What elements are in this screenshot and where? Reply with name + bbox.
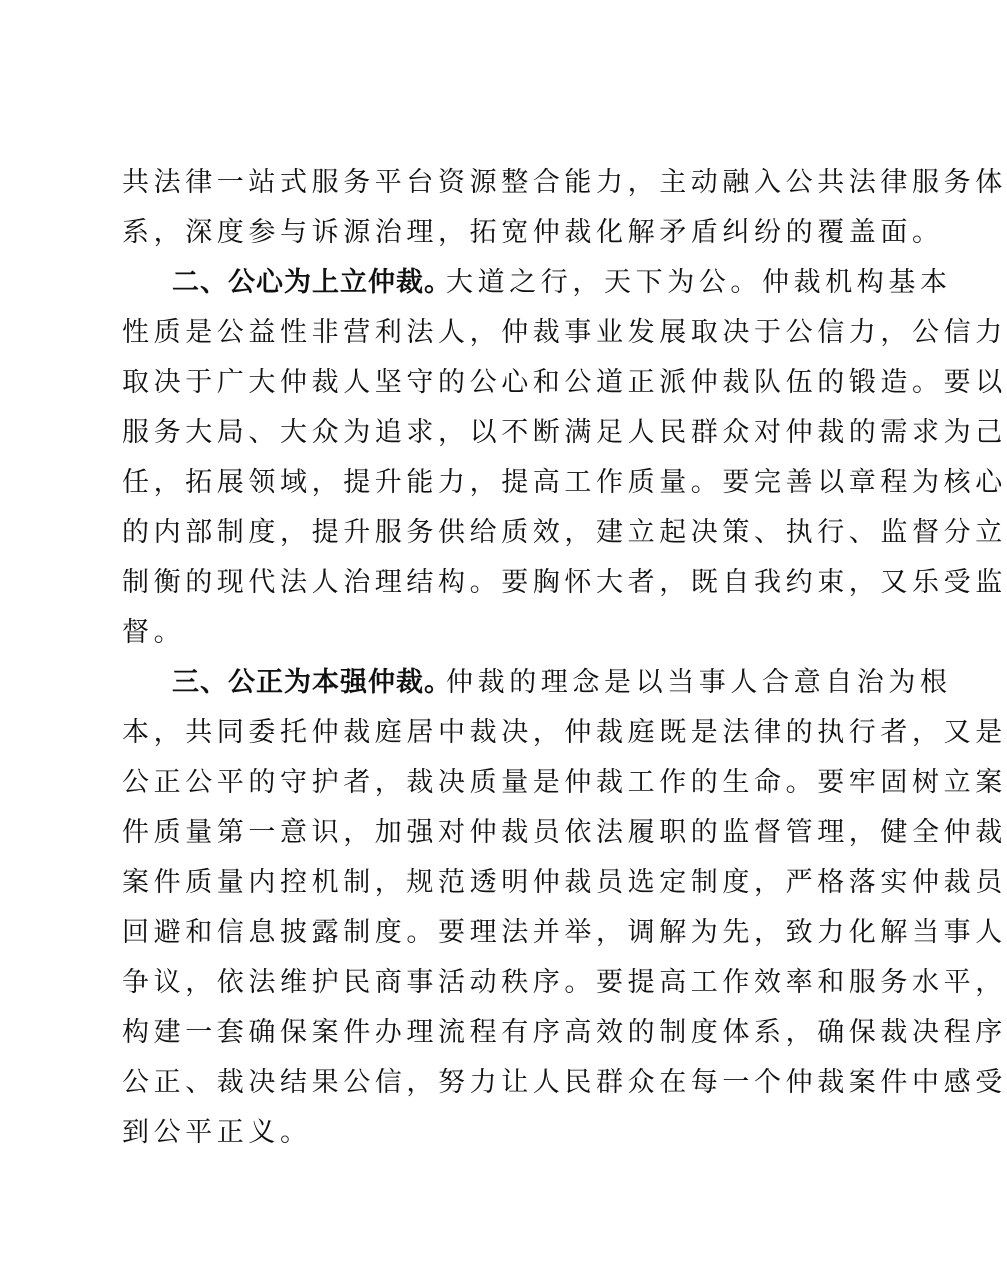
body-text: 共法律一站式服务平台资源整合能力，主动融入公共法律服务体	[122, 167, 1007, 198]
body-text: 性质是公益性非营利法人，仲裁事业发展取决于公信力，公信力	[122, 317, 1007, 348]
body-text: 仲裁的理念是以当事人合意自治为根	[446, 667, 952, 698]
paragraph-1-line-2	[0, 213, 944, 253]
paragraph-1-line-1	[0, 163, 1007, 203]
body-text: 制衡的现代法人治理结构。要胸怀大者，既自我约束，又乐受监	[122, 567, 1007, 598]
body-text: 争议，依法维护民商事活动秩序。要提高工作效率和服务水平，	[122, 967, 1007, 998]
body-text: 督。	[122, 617, 186, 648]
body-text: 件质量第一意识，加强对仲裁员依法履职的监督管理，健全仲裁	[122, 817, 1007, 848]
body-text: 构建一套确保案件办理流程有序高效的制度体系，确保裁决程序	[122, 1017, 1007, 1048]
paragraph-2-line-4	[0, 413, 1007, 453]
paragraph-2-line-3	[0, 363, 1007, 403]
body-text: 案件质量内控机制，规范透明仲裁员选定制度，严格落实仲裁员	[122, 867, 1007, 898]
body-text: 服务大局、大众为追求，以不断满足人民群众对仲裁的需求为己	[122, 417, 1007, 448]
paragraph-2-line-1	[0, 263, 952, 303]
body-text: 到公平正义。	[122, 1117, 312, 1148]
paragraph-2-line-6	[0, 513, 1007, 553]
body-text: 大道之行，天下为公。仲裁机构基本	[446, 267, 952, 298]
paragraph-3-line-7	[0, 963, 1007, 1003]
section-heading-2: 二、公心为上立仲裁。	[172, 267, 452, 298]
paragraph-3-line-6	[0, 913, 1007, 953]
body-text: 公正公平的守护者，裁决质量是仲裁工作的生命。要牢固树立案	[122, 767, 1007, 798]
paragraph-3-line-1	[0, 663, 952, 703]
paragraph-2-line-8	[0, 613, 909, 653]
paragraph-2-line-2	[0, 313, 1007, 353]
paragraph-3-line-10	[0, 1113, 909, 1153]
paragraph-2-line-7	[0, 563, 1007, 603]
section-heading-3: 三、公正为本强仲裁。	[172, 667, 452, 698]
body-text: 公正、裁决结果公信，努力让人民群众在每一个仲裁案件中感受	[122, 1067, 1007, 1098]
body-text: 任，拓展领域，提升能力，提高工作质量。要完善以章程为核心	[122, 467, 1007, 498]
paragraph-3-line-8	[0, 1013, 1007, 1053]
body-text: 系，深度参与诉源治理，拓宽仲裁化解矛盾纠纷的覆盖面。	[122, 217, 944, 248]
paragraph-2-line-5	[0, 463, 1007, 503]
paragraph-3-line-2	[0, 713, 1007, 753]
paragraph-3-line-9	[0, 1063, 1007, 1103]
body-text: 取决于广大仲裁人坚守的公心和公道正派仲裁队伍的锻造。要以	[122, 367, 1007, 398]
body-text: 的内部制度，提升服务供给质效，建立起决策、执行、监督分立	[122, 517, 1007, 548]
paragraph-3-line-4	[0, 813, 1007, 853]
paragraph-3-line-3	[0, 763, 1007, 803]
paragraph-3-line-5	[0, 863, 1007, 903]
body-text: 回避和信息披露制度。要理法并举，调解为先，致力化解当事人	[122, 917, 1007, 948]
body-text: 本，共同委托仲裁庭居中裁决，仲裁庭既是法律的执行者，又是	[122, 717, 1007, 748]
